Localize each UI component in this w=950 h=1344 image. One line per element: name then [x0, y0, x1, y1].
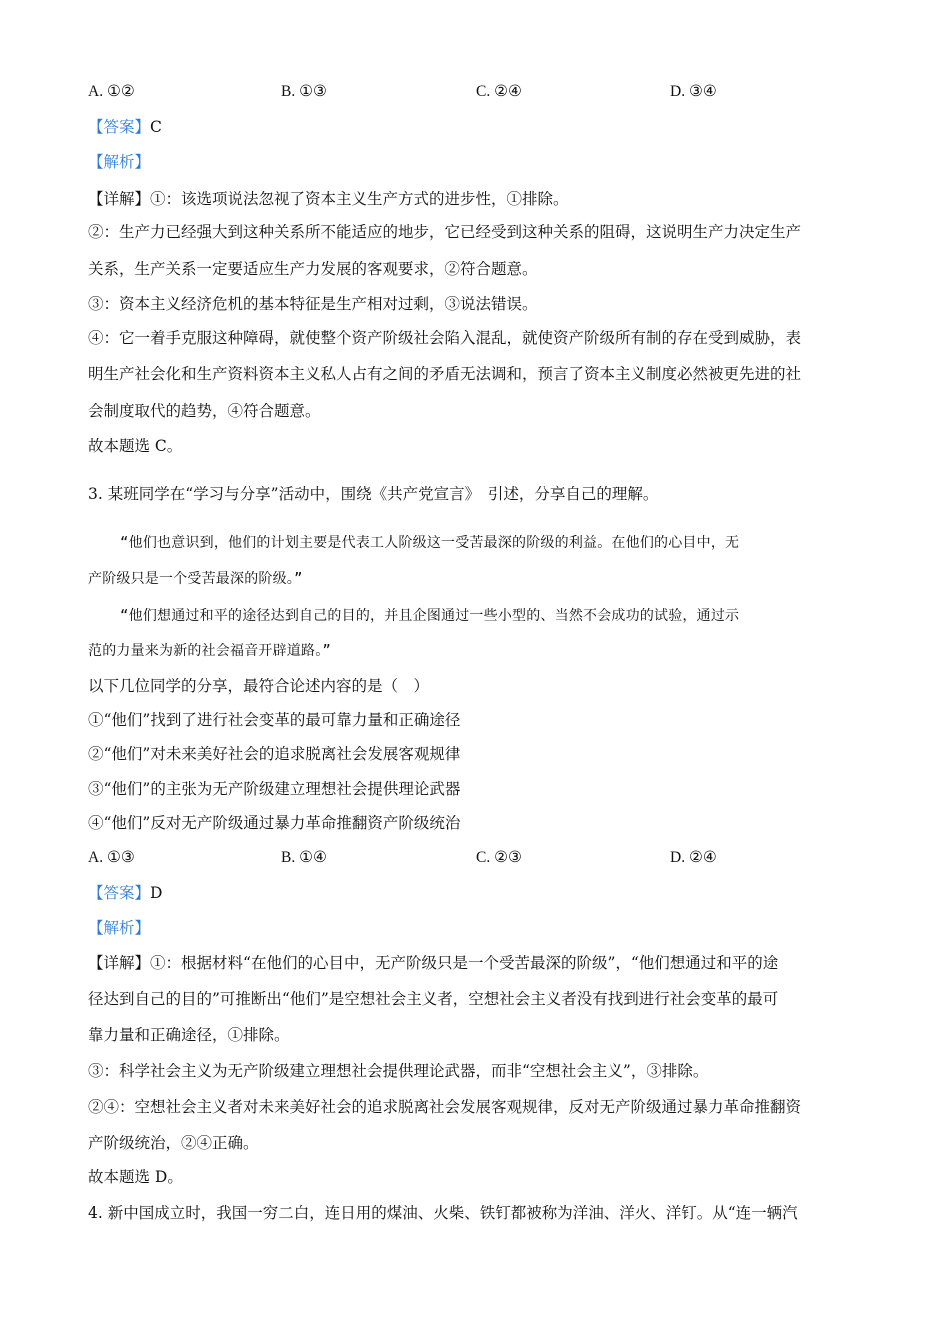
q3-detail-line-1: 径达到自己的目的”可推断出“他们”是空想社会主义者，空想社会主义者没有找到进行社会变革的最可 — [88, 990, 779, 1008]
q3-option-d: D. ②④ — [670, 849, 717, 866]
q3-detail-line-5: 产阶级统治，②④正确。 — [88, 1134, 259, 1152]
detail-text: ①：该选项说法忽视了资本主义生产方式的进步性，①排除。 — [150, 190, 569, 208]
answer-value: D — [150, 884, 163, 902]
q3-statement-2: ②“他们”对未来美好社会的追求脱离社会发展客观规律 — [88, 745, 461, 763]
q3-stem: 3. 某班同学在“学习与分享”活动中，围绕《共产党宣言》 引述，分享自己的理解。 — [88, 485, 659, 503]
q3-statement-3: ③“他们”的主张为无产阶级建立理想社会提供理论武器 — [88, 780, 461, 798]
q3-quote-line-0: “他们也意识到，他们的计划主要是代表工人阶级这一受苦最深的阶级的利益。在他们的心目中，无 — [120, 535, 740, 551]
q3-answer — [88, 883, 162, 903]
q2-option-b: B. ①③ — [281, 83, 327, 100]
detail-tag: 【详解】 — [88, 190, 151, 208]
q3-option-b: B. ①④ — [281, 849, 327, 866]
q3-detail-line-4: ②④：空想社会主义者对未来美好社会的追求脱离社会发展客观规律，反对无产阶级通过暴力革命推翻资 — [88, 1098, 802, 1116]
detail-text: ①：根据材料“在他们的心目中，无产阶级只是一个受苦最深的阶级”，“他们想通过和平的途 — [150, 954, 779, 972]
detail-tag: 【详解】 — [88, 954, 151, 972]
q3-conclusion: 故本题选 D。 — [88, 1168, 183, 1186]
q2-detail-line-5: 明生产社会化和生产资料资本主义私人占有之间的矛盾无法调和，预言了资本主义制度必然被更先进的社 — [88, 365, 802, 383]
q3-prompt: 以下几位同学的分享，最符合论述内容的是（ ） — [88, 677, 430, 695]
answer-value: C — [150, 118, 162, 136]
q2-conclusion: 故本题选 C。 — [88, 437, 183, 455]
answer-tag: 【答案】 — [88, 884, 151, 902]
q2-option-a: A. ①② — [88, 83, 135, 100]
q3-detail-line-2: 靠力量和正确途径，①排除。 — [88, 1026, 290, 1044]
q2-detail-line-4: ④：它一着手克服这种障碍，就使整个资产阶级社会陷入混乱，就使资产阶级所有制的存在受到威胁，表 — [88, 329, 802, 347]
q3-statement-4: ④“他们”反对无产阶级通过暴力革命推翻资产阶级统治 — [88, 814, 461, 832]
q3-analysis-tag: 【解析】 — [88, 919, 151, 937]
q3-quote-line-3: 范的力量来为新的社会福音开辟道路。” — [88, 643, 332, 659]
q2-analysis-tag: 【解析】 — [88, 153, 151, 171]
q3-detail-line-0 — [88, 953, 778, 973]
q4-stem: 4. 新中国成立时，我国一穷二白，连日用的煤油、火柴、铁钉都被称为洋油、洋火、洋钉。从“连一辆汽 — [88, 1204, 798, 1222]
q3-statement-1: ①“他们”找到了进行社会变革的最可靠力量和正确途径 — [88, 711, 461, 729]
q3-option-c: C. ②③ — [476, 849, 522, 866]
q3-detail-line-3: ③：科学社会主义为无产阶级建立理想社会提供理论武器，而非“空想社会主义”，③排除。 — [88, 1062, 709, 1080]
q2-detail-line-2: 关系，生产关系一定要适应生产力发展的客观要求，②符合题意。 — [88, 260, 538, 278]
q2-detail-line-3: ③：资本主义经济危机的基本特征是生产相对过剩，③说法错误。 — [88, 295, 538, 313]
q2-answer — [88, 117, 162, 137]
q2-detail-line-0 — [88, 189, 569, 209]
answer-tag: 【答案】 — [88, 118, 151, 136]
q3-quote-line-2: “他们想通过和平的途径达到自己的目的，并且企图通过一些小型的、当然不会成功的试验，通过示 — [120, 608, 740, 624]
q2-detail-line-6: 会制度取代的趋势，④符合题意。 — [88, 402, 321, 420]
q3-option-a: A. ①③ — [88, 849, 135, 866]
q3-quote-line-1: 产阶级只是一个受苦最深的阶级。” — [88, 571, 303, 587]
q2-detail-line-1: ②：生产力已经强大到这种关系所不能适应的地步，它已经受到这种关系的阻碍，这说明生产力决定生产 — [88, 223, 802, 241]
q2-option-c: C. ②④ — [476, 83, 522, 100]
q2-option-d: D. ③④ — [670, 83, 717, 100]
